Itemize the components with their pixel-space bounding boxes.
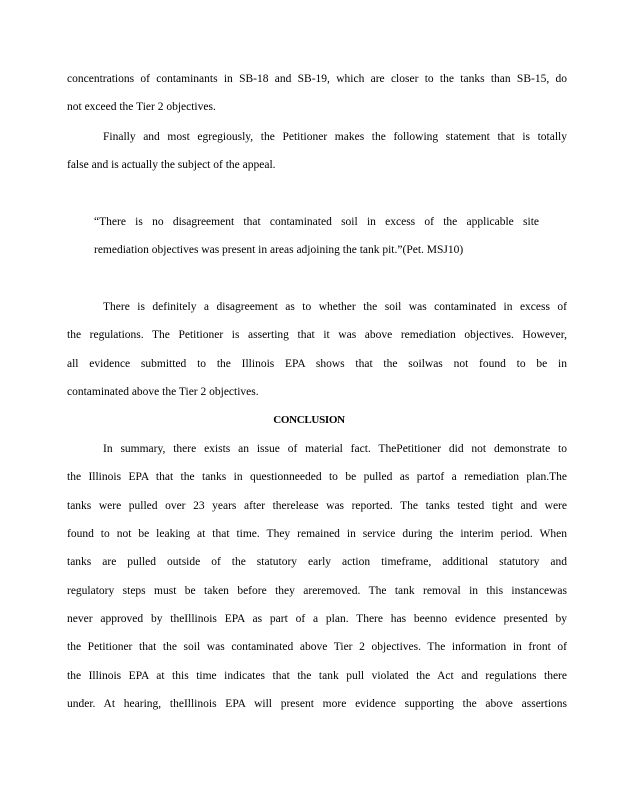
conclusion-line-8: the Petitioner that the soil was contaminated above Tier 2 objectives. The information in front of [67,641,567,653]
conclusion-line-4: found to not be leaking at that time. They remained in service during the interim period. When [67,528,567,540]
para3-line-2: the regulations. The Petitioner is asserting that it was above remediation objectives. However, [67,329,567,341]
para3-line-3: all evidence submitted to the Illinois EPA shows that the soilwas not found to be in [67,358,567,370]
conclusion-line-10: under. At hearing, theIllinois EPA will present more evidence supporting the above assertions [67,698,567,710]
quote-line-1: “There is no disagreement that contaminated soil in excess of the applicable site [94,216,539,228]
conclusion-line-5: tanks are pulled outside of the statutory early action timeframe, additional statutory and [67,556,567,568]
para1-line-1: concentrations of contaminants in SB-18 and SB-19, which are closer to the tanks than SB-15, do [67,73,567,85]
para2-line-1: Finally and most egregiously, the Petitioner makes the following statement that is totally [103,131,567,143]
conclusion-line-6: regulatory steps must be taken before they areremoved. The tank removal in this instancewas [67,585,567,597]
quote-line-2: remediation objectives was present in areas adjoining the tank pit.”(Pet. MSJ10) [94,244,464,256]
conclusion-line-1: In summary, there exists an issue of material fact. ThePetitioner did not demonstrate to [103,443,567,455]
conclusion-line-9: the Illinois EPA at this time indicates that the tank pull violated the Act and regulations there [67,670,567,682]
section-heading: CONCLUSION [273,414,345,426]
conclusion-line-7: never approved by theIllinois EPA as part of a plan. There has beenno evidence presented by [67,613,567,625]
conclusion-line-2: the Illinois EPA that the tanks in questionneeded to be pulled as partof a remediation plan.The [67,471,567,483]
conclusion-line-3: tanks were pulled over 23 years after therelease was reported. The tanks tested tight and were [67,500,567,512]
para3-line-1: There is definitely a disagreement as to whether the soil was contaminated in excess of [103,301,567,313]
para1-line-2: not exceed the Tier 2 objectives. [67,101,216,113]
para3-line-4: contaminated above the Tier 2 objectives. [67,386,259,398]
para2-line-2: false and is actually the subject of the appeal. [67,159,276,171]
